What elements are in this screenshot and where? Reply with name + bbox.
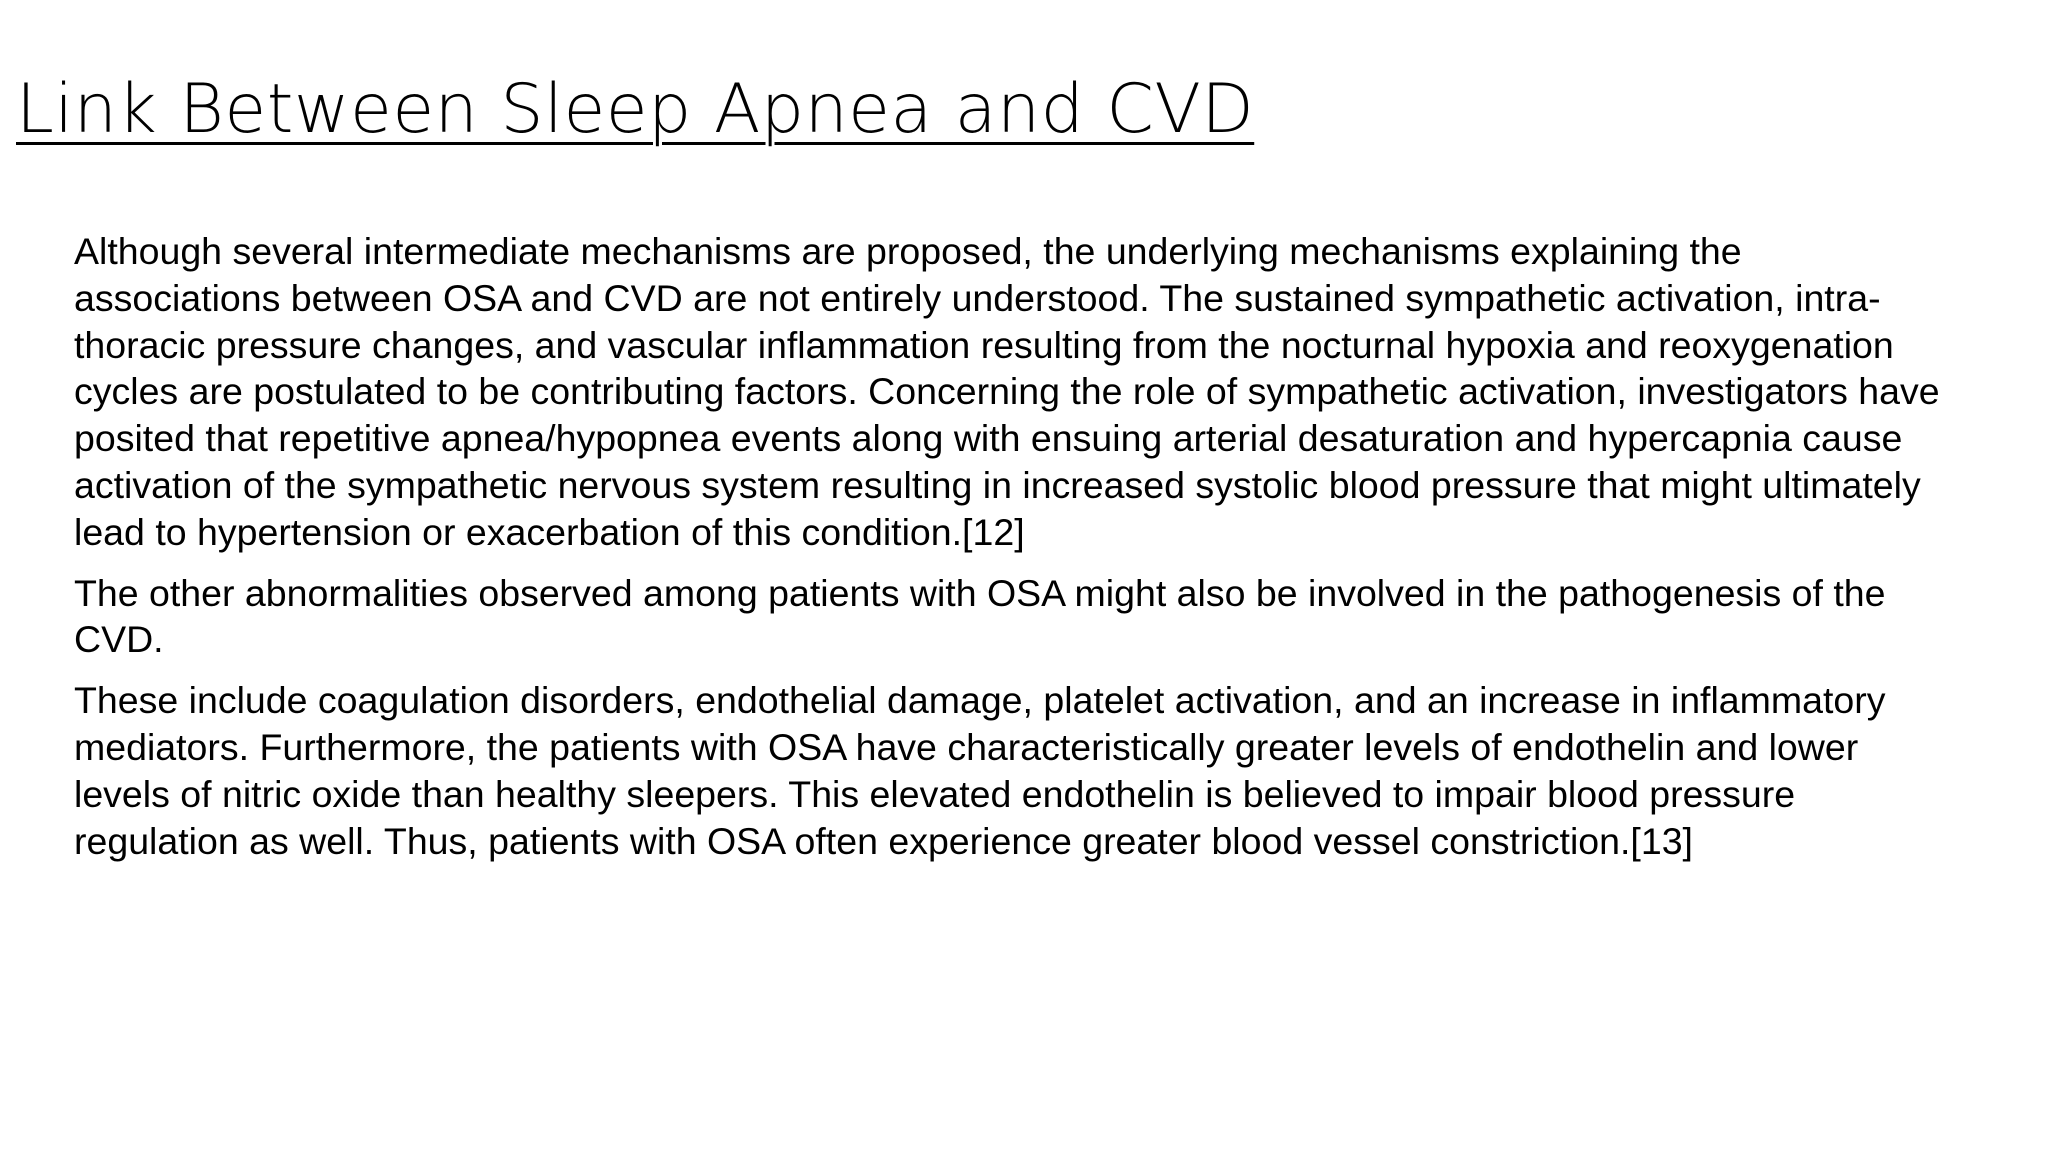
slide-title: Link Between Sleep Apnea and CVD [16, 70, 1255, 149]
slide-body [74, 228, 1956, 878]
paragraph-mechanisms: Although several intermediate mechanisms are proposed, the underlying mechanisms explaining the associations between OSA and CVD are not entirely understood. The sustained sympathetic activation, intra-thoracic pressure changes, and vascular inflammation resulting from the nocturnal hypoxia and reoxygenation cycles are postulated to be contributing factors. Concerning the role of sympathetic activation, investigators have posited that repetitive apnea/hypopnea events along with ensuing arterial desaturation and hypercapnia cause activation of the sympathetic nervous system resulting in increased systolic blood pressure that might ultimately lead to hypertension or exacerbation of this condition.[12] [74, 230, 1940, 553]
paragraph-other-abnormalities: The other abnormalities observed among patients with OSA might also be involved in the pathogenesis of the CVD. [74, 571, 1886, 661]
paragraph-coagulation-endothelin: These include coagulation disorders, endothelial damage, platelet activation, and an increase in inflammatory mediators. Furthermore, the patients with OSA have characteristically greater levels of endothelin and lower levels of nitric oxide than healthy sleepers. This elevated endothelin is believed to impair blood pressure regulation as well. Thus, patients with OSA often experience greater blood vessel constriction.[13] [74, 679, 1886, 862]
